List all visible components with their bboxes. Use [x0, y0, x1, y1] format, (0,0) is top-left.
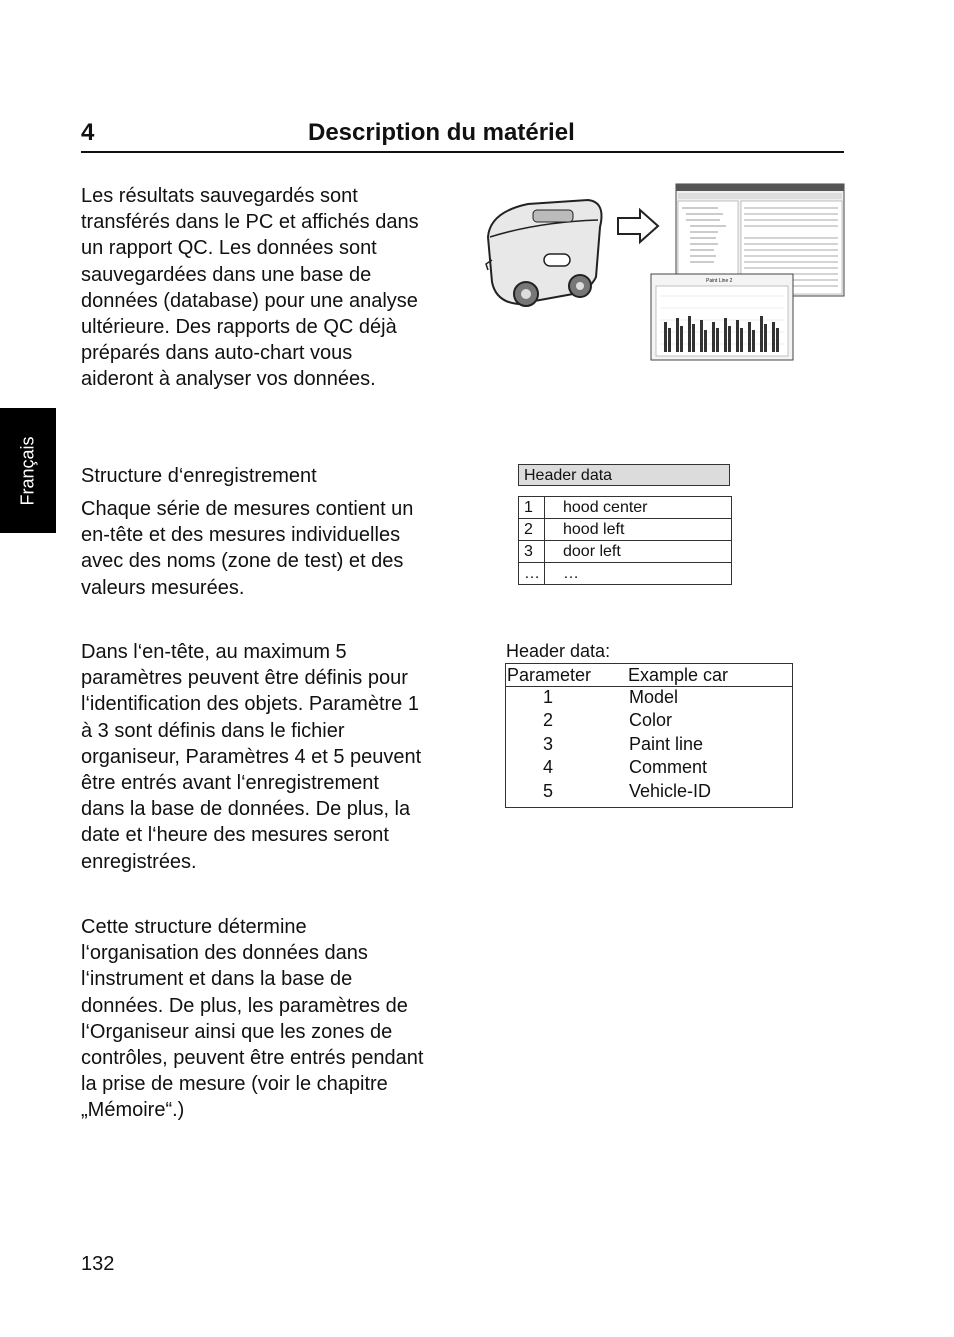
header-rule — [81, 151, 844, 153]
language-tab — [0, 408, 56, 533]
chapter-title: Description du matériel — [308, 119, 575, 146]
table-row: 4 Comment — [543, 757, 708, 778]
section-subtitle: Structure d‘enregistrement — [81, 465, 317, 487]
table-row: 5 Vehicle-ID — [543, 780, 712, 801]
table-row: 3 door left — [519, 541, 732, 563]
device-to-pc-illustration — [478, 182, 848, 362]
table-row: 1 Model — [543, 687, 679, 707]
paragraph-intro: Les résultats sauvegardés sont transférés dans le PC et affichés dans un rapport QC. Les données sont sauvegardées dans une base de données (database) pour une analyse ultérieure. Des rapports de QC déjà préparés dans auto-chart vous aideront à analyser vos données. — [81, 185, 419, 391]
chapter-number: 4 — [81, 119, 95, 146]
paragraph-organisation: Cette structure détermine l‘organisation des données dans l‘instrument et dans la base de données. De plus, les paramètres de l‘Organiseur ainsi que les zones de contrôles, peuvent être entrés pendant la prise de mesure (voir le chapitre „Mémoire“.) — [81, 916, 424, 1122]
page-number: 132 — [81, 1253, 115, 1275]
table-row: … … — [519, 563, 732, 585]
report-chart-title: Paint Line 2 — [706, 278, 733, 284]
paragraph-structure: Chaque série de mesures contient un en-tête et des mesures individuelles avec des noms (zone de test) et des valeurs mesurées. — [81, 498, 414, 599]
column-header-example: Example car — [628, 665, 729, 685]
column-header-parameter: Parameter — [507, 665, 592, 685]
table1-header: Header data — [518, 464, 730, 486]
header-parameters-table — [505, 663, 793, 808]
table2-caption: Header data: — [506, 641, 611, 661]
table-row: 1 hood center — [519, 497, 732, 519]
table-row: 2 Color — [543, 710, 673, 731]
record-structure-table — [518, 496, 732, 585]
transfer-arrow-icon — [618, 210, 658, 242]
report-chart-window-icon — [651, 274, 793, 360]
language-tab-label: Français — [17, 435, 38, 506]
table-row: 3 Paint line — [543, 733, 704, 754]
instrument-icon — [486, 200, 602, 306]
table-row: 2 hood left — [519, 519, 732, 541]
paragraph-header-params: Dans l‘en-tête, au maximum 5 paramètres peuvent être définis pour l‘identification des objets. Paramètre 1 à 3 sont définis dans le fichier organiseur, Paramètres 4 et 5 peuvent être entrés avant l‘enregistrement dans la base de données. De plus, la date et l‘heure des mesures seront enregistrées. — [81, 641, 422, 873]
table-header-row — [506, 664, 792, 687]
